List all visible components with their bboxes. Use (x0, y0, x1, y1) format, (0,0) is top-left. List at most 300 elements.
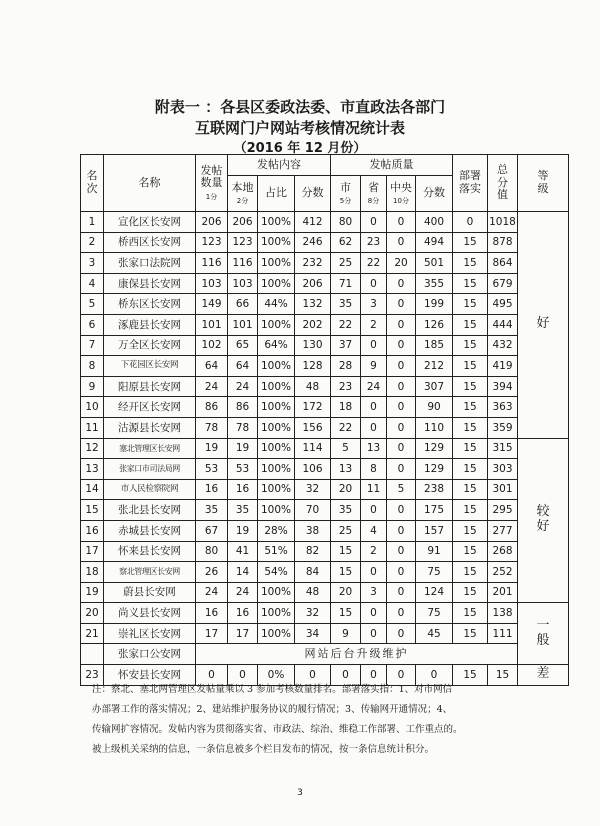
table-row (81, 644, 569, 665)
grade-good: 好 (518, 212, 569, 439)
rank-cell: 9 (81, 376, 104, 397)
cell-count: 24 (196, 582, 228, 603)
cell-cscore: 32 (295, 603, 331, 624)
cell-ratio: 100% (258, 376, 295, 397)
table-row (81, 500, 569, 521)
cell-local: 19 (228, 520, 258, 541)
cell-local: 16 (228, 479, 258, 500)
cell-local: 19 (228, 438, 258, 459)
site-name-cell: 察北管理区长安网 (104, 562, 196, 583)
cell-total: 268 (488, 541, 518, 562)
cell-deploy: 15 (453, 541, 488, 562)
col-rank: 名 次 (81, 155, 104, 212)
rank-cell: 4 (81, 273, 104, 294)
cell-city: 25 (331, 253, 361, 274)
cell-deploy: 15 (453, 253, 488, 274)
cell-ratio: 100% (258, 273, 295, 294)
rank-cell: 1 (81, 212, 104, 233)
cell-count: 123 (196, 232, 228, 253)
cell-ratio: 100% (258, 417, 295, 438)
site-name-cell: 康保县长安网 (104, 273, 196, 294)
cell-city: 25 (331, 520, 361, 541)
cell-qscore: 199 (416, 294, 453, 315)
cell-cscore: 246 (295, 232, 331, 253)
rank-cell: 10 (81, 397, 104, 418)
cell-local: 0 (228, 665, 258, 686)
table-row (81, 314, 569, 335)
cell-count: 35 (196, 500, 228, 521)
cell-prov: 0 (361, 273, 387, 294)
cell-central: 0 (387, 273, 416, 294)
cell-count: 24 (196, 376, 228, 397)
cell-deploy: 15 (453, 582, 488, 603)
cell-ratio: 100% (258, 479, 295, 500)
cell-count: 67 (196, 520, 228, 541)
cell-qscore: 0 (416, 665, 453, 686)
cell-city: 13 (331, 459, 361, 480)
cell-deploy: 15 (453, 417, 488, 438)
stats-table (80, 154, 569, 686)
cell-total: 252 (488, 562, 518, 583)
cell-prov: 13 (361, 438, 387, 459)
cell-qscore: 157 (416, 520, 453, 541)
col-quality-score: 分数 (416, 176, 453, 212)
rank-cell (81, 644, 104, 665)
table-row (81, 212, 569, 233)
cell-deploy: 15 (453, 459, 488, 480)
cell-ratio: 100% (258, 212, 295, 233)
cell-deploy: 15 (453, 438, 488, 459)
cell-count: 206 (196, 212, 228, 233)
cell-ratio: 64% (258, 335, 295, 356)
cell-prov: 8 (361, 459, 387, 480)
cell-prov: 0 (361, 397, 387, 418)
cell-ratio: 100% (258, 397, 295, 418)
cell-city: 15 (331, 541, 361, 562)
rank-cell: 19 (81, 582, 104, 603)
site-name-cell: 涿鹿县长安网 (104, 314, 196, 335)
cell-total: 495 (488, 294, 518, 315)
cell-total: 359 (488, 417, 518, 438)
cell-total: 138 (488, 603, 518, 624)
cell-local: 16 (228, 603, 258, 624)
cell-ratio: 100% (258, 232, 295, 253)
cell-deploy: 15 (453, 623, 488, 644)
rank-cell: 14 (81, 479, 104, 500)
cell-central: 0 (387, 356, 416, 377)
cell-prov: 24 (361, 376, 387, 397)
cell-city: 22 (331, 314, 361, 335)
page-number: 3 (297, 788, 303, 798)
cell-local: 78 (228, 417, 258, 438)
site-name-cell: 崇礼区长安网 (104, 623, 196, 644)
cell-total: 295 (488, 500, 518, 521)
table-row (81, 623, 569, 644)
cell-city: 22 (331, 417, 361, 438)
cell-count: 149 (196, 294, 228, 315)
cell-city: 35 (331, 294, 361, 315)
cell-deploy: 15 (453, 603, 488, 624)
cell-city: 80 (331, 212, 361, 233)
site-name-cell: 尚义县长安网 (104, 603, 196, 624)
rank-cell: 18 (81, 562, 104, 583)
cell-city: 0 (331, 665, 361, 686)
cell-ratio: 54% (258, 562, 295, 583)
cell-city: 5 (331, 438, 361, 459)
cell-count: 101 (196, 314, 228, 335)
cell-cscore: 202 (295, 314, 331, 335)
cell-qscore: 400 (416, 212, 453, 233)
cell-ratio: 100% (258, 459, 295, 480)
table-row (81, 232, 569, 253)
cell-central: 0 (387, 582, 416, 603)
cell-local: 24 (228, 376, 258, 397)
rank-cell: 2 (81, 232, 104, 253)
cell-central: 0 (387, 500, 416, 521)
cell-cscore: 48 (295, 376, 331, 397)
cell-total: 394 (488, 376, 518, 397)
cell-ratio: 28% (258, 520, 295, 541)
cell-count: 53 (196, 459, 228, 480)
cell-total: 277 (488, 520, 518, 541)
rank-cell: 23 (81, 665, 104, 686)
cell-count: 0 (196, 665, 228, 686)
cell-city: 15 (331, 603, 361, 624)
cell-ratio: 100% (258, 582, 295, 603)
cell-count: 78 (196, 417, 228, 438)
cell-qscore: 185 (416, 335, 453, 356)
cell-count: 64 (196, 356, 228, 377)
site-name-cell: 塞北管理区长安网 (104, 438, 196, 459)
maintenance-notice: 网站后台升级维护 (196, 644, 518, 665)
cell-central: 0 (387, 623, 416, 644)
cell-prov: 0 (361, 665, 387, 686)
cell-central: 0 (387, 376, 416, 397)
rank-cell: 5 (81, 294, 104, 315)
cell-prov: 0 (361, 417, 387, 438)
col-post-count: 发帖 数量 1分 (196, 155, 228, 212)
table-body (81, 212, 569, 686)
cell-city: 71 (331, 273, 361, 294)
cell-deploy: 15 (453, 314, 488, 335)
table-row (81, 376, 569, 397)
cell-qscore: 355 (416, 273, 453, 294)
cell-local: 41 (228, 541, 258, 562)
rank-cell: 17 (81, 541, 104, 562)
col-deployment: 部署 落实 (453, 155, 488, 212)
cell-local: 53 (228, 459, 258, 480)
rank-cell: 6 (81, 314, 104, 335)
cell-city: 9 (331, 623, 361, 644)
group-post-content: 发帖内容 (228, 155, 331, 176)
rank-cell: 13 (81, 459, 104, 480)
cell-local: 103 (228, 273, 258, 294)
cell-local: 116 (228, 253, 258, 274)
cell-prov: 9 (361, 356, 387, 377)
cell-qscore: 75 (416, 603, 453, 624)
rank-cell: 16 (81, 520, 104, 541)
col-central: 中央 10分 (387, 176, 416, 212)
table-row (81, 562, 569, 583)
cell-central: 0 (387, 397, 416, 418)
cell-ratio: 100% (258, 623, 295, 644)
cell-cscore: 0 (295, 665, 331, 686)
cell-deploy: 15 (453, 335, 488, 356)
cell-total: 864 (488, 253, 518, 274)
table-row (81, 582, 569, 603)
grade-fair: 较 好 (518, 438, 569, 603)
site-name-cell: 赤城县长安网 (104, 520, 196, 541)
table-row (81, 356, 569, 377)
site-name-cell: 张北县长安网 (104, 500, 196, 521)
cell-deploy: 15 (453, 520, 488, 541)
table-row (81, 294, 569, 315)
cell-central: 0 (387, 459, 416, 480)
cell-count: 26 (196, 562, 228, 583)
cell-cscore: 130 (295, 335, 331, 356)
cell-qscore: 126 (416, 314, 453, 335)
cell-cscore: 48 (295, 582, 331, 603)
cell-cscore: 172 (295, 397, 331, 418)
table-row (81, 541, 569, 562)
cell-deploy: 15 (453, 665, 488, 686)
rank-cell: 15 (81, 500, 104, 521)
cell-cscore: 412 (295, 212, 331, 233)
cell-cscore: 34 (295, 623, 331, 644)
col-province: 省 8分 (361, 176, 387, 212)
col-content-score: 分数 (295, 176, 331, 212)
site-name-cell: 阳原县长安网 (104, 376, 196, 397)
col-name: 名称 (104, 155, 196, 212)
cell-deploy: 0 (453, 212, 488, 233)
cell-total: 111 (488, 623, 518, 644)
cell-count: 116 (196, 253, 228, 274)
cell-qscore: 175 (416, 500, 453, 521)
rank-cell: 12 (81, 438, 104, 459)
col-city: 市 5分 (331, 176, 361, 212)
site-name-cell: 经开区长安网 (104, 397, 196, 418)
cell-local: 64 (228, 356, 258, 377)
cell-prov: 2 (361, 541, 387, 562)
cell-prov: 11 (361, 479, 387, 500)
cell-cscore: 82 (295, 541, 331, 562)
cell-local: 24 (228, 582, 258, 603)
site-name-cell: 张家口法院网 (104, 253, 196, 274)
cell-city: 62 (331, 232, 361, 253)
cell-total: 363 (488, 397, 518, 418)
cell-city: 37 (331, 335, 361, 356)
cell-city: 28 (331, 356, 361, 377)
rank-cell: 20 (81, 603, 104, 624)
cell-ratio: 100% (258, 603, 295, 624)
cell-central: 0 (387, 294, 416, 315)
cell-qscore: 124 (416, 582, 453, 603)
cell-local: 206 (228, 212, 258, 233)
cell-count: 103 (196, 273, 228, 294)
site-name-cell: 宣化区长安网 (104, 212, 196, 233)
cell-local: 17 (228, 623, 258, 644)
cell-city: 20 (331, 582, 361, 603)
cell-deploy: 15 (453, 500, 488, 521)
cell-ratio: 44% (258, 294, 295, 315)
cell-prov: 0 (361, 603, 387, 624)
rank-cell: 7 (81, 335, 104, 356)
cell-prov: 3 (361, 294, 387, 315)
cell-central: 5 (387, 479, 416, 500)
cell-total: 878 (488, 232, 518, 253)
title-period: （2016 年 12 月份） (233, 141, 367, 156)
cell-cscore: 132 (295, 294, 331, 315)
cell-deploy: 15 (453, 232, 488, 253)
rank-cell: 3 (81, 253, 104, 274)
cell-qscore: 129 (416, 438, 453, 459)
cell-local: 66 (228, 294, 258, 315)
cell-ratio: 51% (258, 541, 295, 562)
cell-prov: 0 (361, 212, 387, 233)
cell-cscore: 84 (295, 562, 331, 583)
cell-ratio: 100% (258, 438, 295, 459)
cell-cscore: 106 (295, 459, 331, 480)
site-name-cell: 市人民检察院网 (104, 479, 196, 500)
cell-central: 0 (387, 314, 416, 335)
site-name-cell: 张家口市司法局网 (104, 459, 196, 480)
cell-prov: 0 (361, 335, 387, 356)
cell-central: 0 (387, 520, 416, 541)
cell-qscore: 75 (416, 562, 453, 583)
cell-cscore: 70 (295, 500, 331, 521)
cell-city: 18 (331, 397, 361, 418)
table-row (81, 273, 569, 294)
group-post-quality: 发帖质量 (331, 155, 453, 176)
cell-qscore: 212 (416, 356, 453, 377)
cell-central: 0 (387, 562, 416, 583)
site-name-cell: 蔚县长安网 (104, 582, 196, 603)
table-row (81, 335, 569, 356)
table-row (81, 479, 569, 500)
cell-total: 301 (488, 479, 518, 500)
cell-central: 0 (387, 335, 416, 356)
cell-total: 432 (488, 335, 518, 356)
cell-city: 15 (331, 562, 361, 583)
grade-average: 一 般 (518, 603, 569, 665)
cell-cscore: 32 (295, 479, 331, 500)
cell-qscore: 129 (416, 459, 453, 480)
site-name-cell: 沽源县长安网 (104, 417, 196, 438)
cell-qscore: 238 (416, 479, 453, 500)
rank-cell: 8 (81, 356, 104, 377)
cell-cscore: 128 (295, 356, 331, 377)
cell-deploy: 15 (453, 479, 488, 500)
cell-local: 86 (228, 397, 258, 418)
cell-qscore: 307 (416, 376, 453, 397)
table-row (81, 397, 569, 418)
cell-prov: 0 (361, 623, 387, 644)
cell-count: 102 (196, 335, 228, 356)
cell-central: 0 (387, 665, 416, 686)
grade-poor: 差 (518, 665, 569, 686)
cell-qscore: 494 (416, 232, 453, 253)
site-name-cell: 张家口公安网 (104, 644, 196, 665)
cell-count: 86 (196, 397, 228, 418)
cell-central: 0 (387, 212, 416, 233)
rank-cell: 21 (81, 623, 104, 644)
cell-count: 19 (196, 438, 228, 459)
footnote: 注：察北、塞北两管理区发帖量乘以 3 参加考核数量排名。部署落实指：1、对市网信 办部署工作的落实情况；2、建站维护服务协议的履行情况；3、传输网开通情况；4、 传输网扩容情况。发帖内容为贯彻落实省、市政法、综治、维稳工作部署、工作重点的。 被上级机关采纳的信息，一条信息被多个栏目发布的情况，按一条信息统计积分。 (92, 684, 463, 755)
rank-cell: 11 (81, 417, 104, 438)
cell-total: 315 (488, 438, 518, 459)
cell-ratio: 100% (258, 356, 295, 377)
cell-qscore: 110 (416, 417, 453, 438)
cell-cscore: 38 (295, 520, 331, 541)
cell-prov: 4 (361, 520, 387, 541)
cell-local: 101 (228, 314, 258, 335)
col-local: 本地 2分 (228, 176, 258, 212)
site-name-cell: 怀来县长安网 (104, 541, 196, 562)
table-row (81, 417, 569, 438)
cell-total: 419 (488, 356, 518, 377)
table-row (81, 603, 569, 624)
cell-central: 0 (387, 438, 416, 459)
cell-prov: 23 (361, 232, 387, 253)
cell-total: 15 (488, 665, 518, 686)
cell-cscore: 232 (295, 253, 331, 274)
cell-count: 17 (196, 623, 228, 644)
cell-qscore: 91 (416, 541, 453, 562)
cell-total: 303 (488, 459, 518, 480)
cell-qscore: 90 (416, 397, 453, 418)
cell-ratio: 100% (258, 500, 295, 521)
cell-cscore: 114 (295, 438, 331, 459)
cell-central: 20 (387, 253, 416, 274)
cell-prov: 22 (361, 253, 387, 274)
cell-central: 0 (387, 603, 416, 624)
site-name-cell: 万全区长安网 (104, 335, 196, 356)
title-line-2: 互联网门户网站考核情况统计表 (194, 119, 405, 137)
cell-ratio: 100% (258, 314, 295, 335)
cell-central: 0 (387, 541, 416, 562)
cell-count: 16 (196, 603, 228, 624)
cell-city: 23 (331, 376, 361, 397)
cell-local: 123 (228, 232, 258, 253)
table-row (81, 520, 569, 541)
table-header (81, 155, 569, 212)
cell-local: 14 (228, 562, 258, 583)
site-name-cell: 桥东区长安网 (104, 294, 196, 315)
cell-ratio: 0% (258, 665, 295, 686)
cell-qscore: 45 (416, 623, 453, 644)
col-ratio: 占比 (258, 176, 295, 212)
table-row (81, 459, 569, 480)
cell-deploy: 15 (453, 397, 488, 418)
cell-total: 201 (488, 582, 518, 603)
cell-deploy: 15 (453, 376, 488, 397)
site-name-cell: 下花园区长安网 (104, 356, 196, 377)
col-total: 总 分 值 (488, 155, 518, 212)
cell-ratio: 100% (258, 253, 295, 274)
cell-city: 35 (331, 500, 361, 521)
table-row (81, 253, 569, 274)
cell-count: 80 (196, 541, 228, 562)
title-line-1: 附表一 ：各县区委政法委、市直政法各部门 (154, 98, 446, 116)
cell-deploy: 15 (453, 294, 488, 315)
cell-prov: 3 (361, 582, 387, 603)
cell-qscore: 501 (416, 253, 453, 274)
col-grade: 等 级 (518, 155, 569, 212)
table-row (81, 438, 569, 459)
cell-total: 444 (488, 314, 518, 335)
cell-city: 20 (331, 479, 361, 500)
cell-deploy: 15 (453, 356, 488, 377)
